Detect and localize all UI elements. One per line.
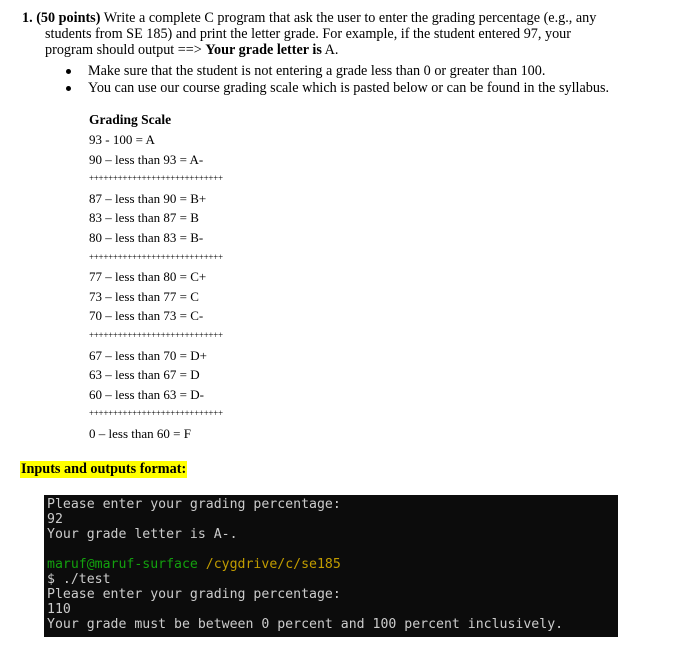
scale-line: 87 – less than 90 = B+ bbox=[89, 190, 207, 206]
terminal-line: Please enter your grading percentage: bbox=[47, 587, 341, 602]
scale-separator: ++++++++++++++++++++++++++++ bbox=[89, 329, 223, 340]
scale-line: 90 – less than 93 = A- bbox=[89, 151, 204, 167]
grading-scale-title: Grading Scale bbox=[89, 112, 172, 127]
requirement-item bbox=[66, 63, 646, 80]
prompt-path: /cygdrive/c/se185 bbox=[197, 557, 341, 572]
question-line-1 bbox=[22, 10, 634, 26]
scale-line: 67 – less than 70 = D+ bbox=[89, 347, 207, 363]
scale-line: 93 - 100 = A bbox=[89, 132, 155, 147]
scale-separator: ++++++++++++++++++++++++++++ bbox=[89, 408, 223, 419]
requirement-text: You can use our course grading scale which is pasted below or can be found in the syllabus. bbox=[88, 80, 610, 96]
scale-line: 70 – less than 73 = C- bbox=[89, 308, 204, 324]
terminal-line: Please enter your grading percentage: bbox=[47, 497, 341, 512]
terminal-output bbox=[44, 495, 618, 637]
question-line-3 bbox=[22, 42, 634, 58]
terminal-line: 92 bbox=[47, 512, 63, 527]
terminal-line: Your grade letter is A-. bbox=[47, 527, 238, 542]
scale-line: 63 – less than 67 = D bbox=[89, 367, 200, 383]
prompt-user: maruf@maruf-surface bbox=[47, 557, 198, 572]
question-line-3-pre: program should output ==> bbox=[45, 42, 206, 58]
scale-separator: ++++++++++++++++++++++++++++ bbox=[89, 251, 223, 262]
scale-line: 60 – less than 63 = D- bbox=[89, 386, 204, 402]
requirements-list bbox=[66, 63, 646, 97]
scale-line: 73 – less than 77 = C bbox=[89, 288, 199, 304]
requirement-item bbox=[66, 80, 646, 97]
scale-line: 0 – less than 60 = F bbox=[89, 425, 191, 441]
io-format-heading: Inputs and outputs format: bbox=[21, 461, 187, 477]
bullet-icon bbox=[66, 69, 71, 74]
question-text bbox=[22, 10, 634, 58]
terminal-line: $ ./test bbox=[47, 572, 111, 587]
terminal-prompt-line bbox=[47, 557, 341, 572]
question-number: 1. (50 points) bbox=[22, 10, 101, 26]
scale-line: 77 – less than 80 = C+ bbox=[89, 269, 207, 285]
question-line-3-post: A. bbox=[321, 42, 339, 58]
question-line-3-bold: Your grade letter is bbox=[205, 42, 322, 58]
scale-line: 80 – less than 83 = B- bbox=[89, 229, 204, 245]
scale-separator: ++++++++++++++++++++++++++++ bbox=[89, 173, 223, 184]
question-line-2: students from SE 185) and print the letter grade. For example, if the student entered 97, your bbox=[45, 26, 571, 42]
terminal-line: Your grade must be between 0 percent and 100 percent inclusively. bbox=[47, 617, 564, 632]
terminal-line: 110 bbox=[47, 602, 71, 617]
scale-line: 83 – less than 87 = B bbox=[89, 210, 199, 226]
bullet-icon bbox=[66, 86, 71, 91]
question-line-1-text: Write a complete C program that ask the user to enter the grading percentage (e.g., any bbox=[100, 10, 597, 26]
grading-scale bbox=[89, 110, 309, 444]
requirement-text: Make sure that the student is not entering a grade less than 0 or greater than 100. bbox=[88, 63, 546, 79]
